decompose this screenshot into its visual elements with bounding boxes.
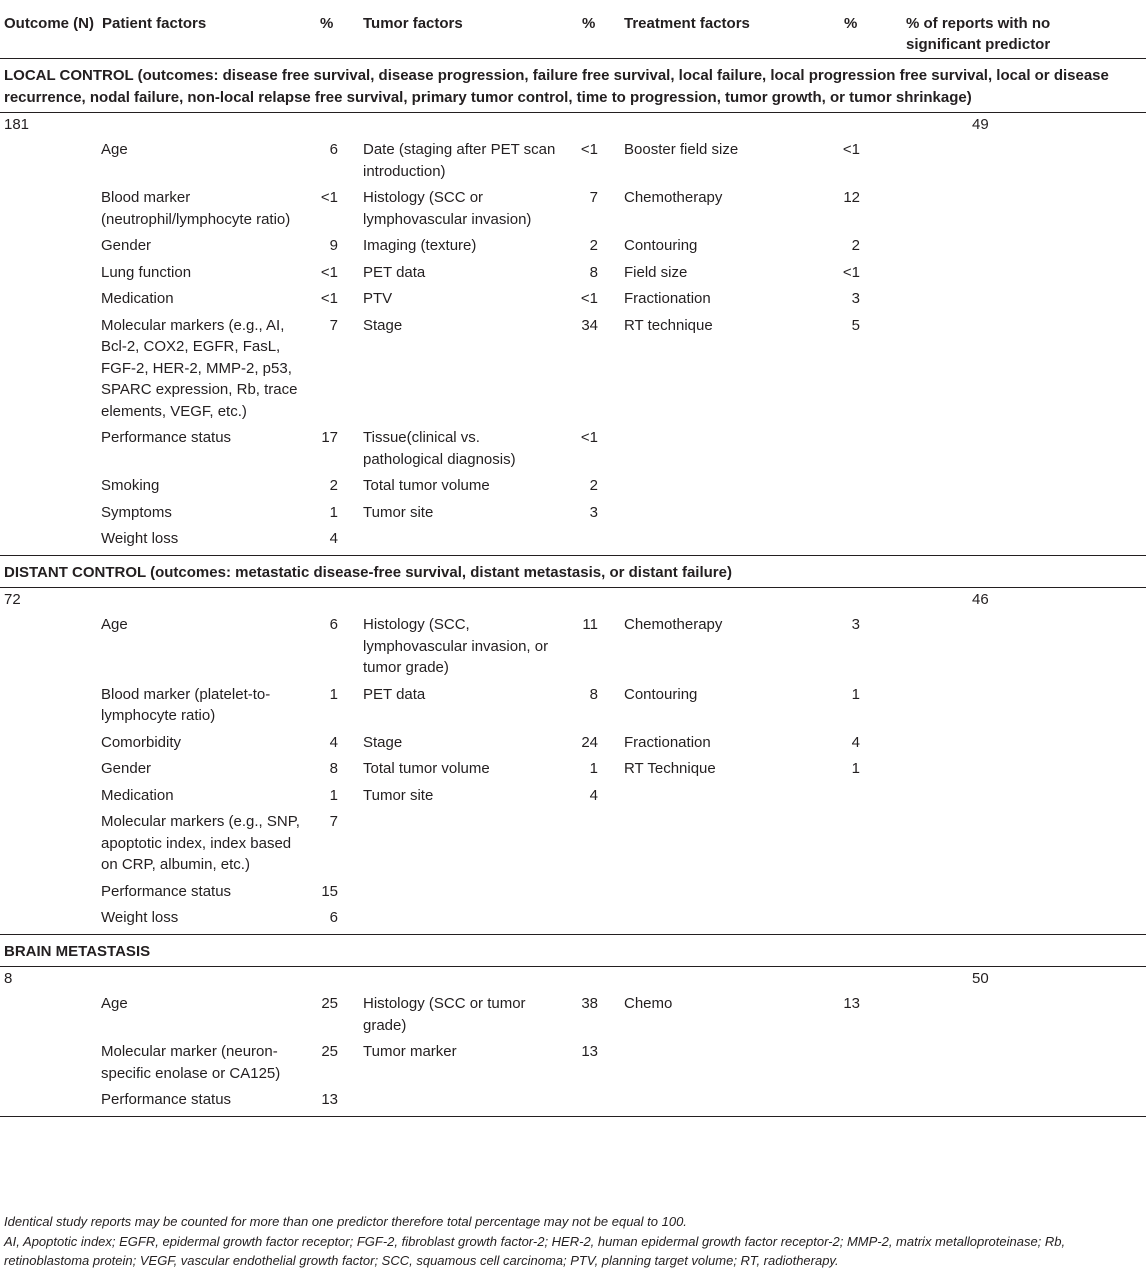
header-patient-factors: Patient factors <box>102 15 207 32</box>
table-section <box>0 59 1146 556</box>
table-row <box>0 262 1146 289</box>
patient-factor: Molecular marker (neuron-specific enolase or CA125) <box>101 1043 281 1082</box>
header-treatment-pct: % <box>844 15 858 32</box>
table-row <box>0 785 1146 812</box>
table-row <box>0 881 1146 908</box>
tumor-factor-pct: 8 <box>589 263 598 281</box>
section-body <box>0 587 1146 934</box>
patient-factor: Gender <box>101 760 152 777</box>
tumor-factor-pct: 1 <box>589 760 598 777</box>
treatment-factor: Chemo <box>624 995 673 1012</box>
no-predictor-percent: 49 <box>972 116 989 133</box>
patient-factor: Molecular markers (e.g., SNP, apoptotic index, index based on CRP, albumin, etc.) <box>101 813 300 873</box>
tumor-factor-pct: 13 <box>581 1043 598 1060</box>
tumor-factor-pct: 8 <box>589 685 598 703</box>
section-body <box>0 112 1146 555</box>
patient-factor-pct: <1 <box>320 189 338 206</box>
treatment-factor: Chemotherapy <box>624 189 723 206</box>
outcome-count: 8 <box>4 970 13 987</box>
table-row <box>0 811 1146 881</box>
tumor-factor: Date (staging after PET scan introduction) <box>363 141 556 180</box>
table-row <box>0 528 1146 555</box>
patient-factor: Comorbidity <box>101 733 182 751</box>
tumor-factor: Imaging (texture) <box>363 237 477 254</box>
header-treatment-factors: Treatment factors <box>624 15 750 32</box>
tumor-factor-pct: <1 <box>580 141 598 158</box>
table-row <box>0 139 1146 187</box>
patient-factor-pct: 7 <box>329 813 338 830</box>
table-row <box>0 907 1146 934</box>
treatment-factor: Contouring <box>624 237 698 254</box>
patient-factor: Medication <box>101 786 174 804</box>
treatment-factor-pct: <1 <box>842 141 860 158</box>
treatment-factor: Booster field size <box>624 141 739 158</box>
tumor-factor: Total tumor volume <box>363 477 490 494</box>
treatment-factor: RT technique <box>624 316 713 334</box>
tumor-factor: Stage <box>363 733 403 751</box>
table-row <box>0 684 1146 732</box>
header-tumor-pct: % <box>582 15 596 32</box>
patient-factor-pct: 4 <box>329 530 338 547</box>
table-footnotes <box>4 1212 1144 1271</box>
patient-factor-pct: <1 <box>320 290 338 307</box>
patient-factor-pct: 9 <box>329 237 338 254</box>
treatment-factor: RT Technique <box>624 760 716 777</box>
tumor-factor: Tumor site <box>363 503 434 521</box>
patient-factor: Weight loss <box>101 909 179 926</box>
treatment-factor-pct: 2 <box>851 237 860 254</box>
table-row <box>0 475 1146 502</box>
header-no-predictor-line2: significant predictor <box>906 36 1051 53</box>
tumor-factor: Histology (SCC, lymphovascular invasion, or tumor grade) <box>363 616 549 676</box>
table-row <box>0 1089 1146 1116</box>
tumor-factor: Tumor site <box>363 786 434 804</box>
treatment-factor-pct: 4 <box>851 733 860 751</box>
tumor-factor: Histology (SCC or lymphovascular invasion) <box>363 189 532 228</box>
treatment-factor-pct: 3 <box>851 616 860 633</box>
tumor-factor-pct: 34 <box>581 316 598 334</box>
tumor-factor-pct: 38 <box>581 995 598 1012</box>
tumor-factor: Total tumor volume <box>363 760 490 777</box>
patient-factor-pct: 6 <box>329 909 338 926</box>
patient-factor-pct: 4 <box>329 733 338 751</box>
treatment-factor: Chemotherapy <box>624 616 723 633</box>
patient-factor: Performance status <box>101 429 232 446</box>
tumor-factor: Stage <box>363 316 403 334</box>
header-outcome: Outcome (N) <box>4 15 94 32</box>
patient-factor: Smoking <box>101 477 160 494</box>
patient-factor-pct: 17 <box>321 429 338 446</box>
tumor-factor-pct: 2 <box>589 237 598 254</box>
table-row <box>0 758 1146 785</box>
outcome-count-row <box>0 967 1146 993</box>
patient-factor: Age <box>101 141 128 158</box>
table-row <box>0 1041 1146 1089</box>
outcome-count-row <box>0 588 1146 614</box>
patient-factor: Performance status <box>101 1091 232 1108</box>
no-predictor-percent: 46 <box>972 591 989 608</box>
tumor-factor-pct: 4 <box>589 786 598 804</box>
treatment-factor-pct: 5 <box>851 316 860 334</box>
patient-factor-pct: 7 <box>329 316 338 334</box>
treatment-factor: Fractionation <box>624 733 711 751</box>
tumor-factor: PET data <box>363 263 426 281</box>
table-header <box>0 0 1146 59</box>
patient-factor: Lung function <box>101 263 192 281</box>
table-section <box>0 556 1146 935</box>
header-patient-pct: % <box>320 15 334 32</box>
section-title: LOCAL CONTROL (outcomes: disease free survival, disease progression, failure free survival, local failure, local progression free survival, local or disease recurrence, nodal failure, non-local relapse free survival, primary tumor control, time to progression, tumor growth, or tumor shrinkage) <box>4 67 1109 106</box>
table-sections <box>0 59 1146 1117</box>
section-body <box>0 966 1146 1116</box>
no-predictor-percent: 50 <box>972 970 989 987</box>
treatment-factor-pct: 1 <box>851 685 860 703</box>
section-title: DISTANT CONTROL (outcomes: metastatic disease-free survival, distant metastasis, or distant failure) <box>4 563 732 581</box>
patient-factor-pct: 1 <box>329 786 338 804</box>
outcome-count: 72 <box>4 591 21 608</box>
patient-factor-pct: 6 <box>329 141 338 158</box>
patient-factor-pct: 25 <box>321 1043 338 1060</box>
tumor-factor-pct: 24 <box>581 733 598 751</box>
patient-factor-pct: 13 <box>321 1091 338 1108</box>
patient-factor: Blood marker (platelet-to-lymphocyte ratio) <box>101 685 271 724</box>
section-title: BRAIN METASTASIS <box>4 942 151 960</box>
patient-factor: Symptoms <box>101 503 172 521</box>
tumor-factor-pct: <1 <box>580 429 598 446</box>
table-row <box>0 732 1146 759</box>
table-row <box>0 502 1146 529</box>
tumor-factor-pct: 2 <box>589 477 598 494</box>
treatment-factor-pct: 1 <box>851 760 860 777</box>
table-row <box>0 288 1146 315</box>
table-row <box>0 614 1146 684</box>
footnote-counting: Identical study reports may be counted for more than one predictor therefore total percentage may not be equal to 100. <box>4 1214 687 1229</box>
header-tumor-factors: Tumor factors <box>363 15 463 32</box>
treatment-factor-pct: 12 <box>843 189 860 206</box>
patient-factor: Age <box>101 616 128 633</box>
patient-factor-pct: 8 <box>329 760 338 777</box>
patient-factor: Performance status <box>101 882 232 900</box>
tumor-factor-pct: 7 <box>589 189 598 206</box>
treatment-factor: Fractionation <box>624 290 711 307</box>
patient-factor-pct: 15 <box>321 882 338 900</box>
patient-factor: Molecular markers (e.g., AI, Bcl-2, COX2, EGFR, FasL, FGF-2, HER-2, MMP-2, p53, SPARC expression, Rb, trace elements, VEGF, etc.) <box>101 316 298 420</box>
treatment-factor: Field size <box>624 263 688 281</box>
tumor-factor: Histology (SCC or tumor grade) <box>363 995 526 1034</box>
tumor-factor-pct: 3 <box>589 503 598 521</box>
table-row <box>0 187 1146 235</box>
tumor-factor: PTV <box>363 290 393 307</box>
patient-factor-pct: <1 <box>320 263 338 281</box>
outcome-count: 181 <box>4 116 30 133</box>
patient-factor-pct: 1 <box>329 503 338 521</box>
table-row <box>0 235 1146 262</box>
treatment-factor: Contouring <box>624 685 698 703</box>
tumor-factor: Tumor marker <box>363 1043 457 1060</box>
table-row <box>0 993 1146 1041</box>
tumor-factor: PET data <box>363 685 426 703</box>
header-no-predictor-line1: % of reports with no <box>906 15 1051 32</box>
patient-factor-pct: 1 <box>329 685 338 703</box>
treatment-factor-pct: <1 <box>842 263 860 281</box>
table-section <box>0 935 1146 1117</box>
table-row <box>0 427 1146 475</box>
treatment-factor-pct: 13 <box>843 995 860 1012</box>
patient-factor-pct: 25 <box>321 995 338 1012</box>
patient-factor: Blood marker (neutrophil/lymphocyte ratio) <box>101 189 291 228</box>
tumor-factor-pct: 11 <box>582 616 598 633</box>
patient-factor: Gender <box>101 237 152 254</box>
footnote-abbreviations: AI, Apoptotic index; EGFR, epidermal growth factor receptor; FGF-2, fibroblast growth factor-2; HER-2, human epidermal growth factor receptor-2; MMP-2, matrix metalloproteinase; Rb, retinoblastoma protein; VEGF, vascular endothelial growth factor; SCC, squamous cell carcinoma; PTV, planning target volume; RT, radiotherapy. <box>4 1233 1066 1268</box>
patient-factor-pct: 2 <box>329 477 338 494</box>
outcome-count-row <box>0 113 1146 139</box>
patient-factor: Medication <box>101 290 174 307</box>
tumor-factor: Tissue(clinical vs. pathological diagnosis) <box>363 429 516 468</box>
patient-factor-pct: 6 <box>329 616 338 633</box>
table-row <box>0 315 1146 428</box>
tumor-factor-pct: <1 <box>580 290 598 307</box>
patient-factor: Weight loss <box>101 530 179 547</box>
patient-factor: Age <box>101 995 128 1012</box>
treatment-factor-pct: 3 <box>851 290 860 307</box>
